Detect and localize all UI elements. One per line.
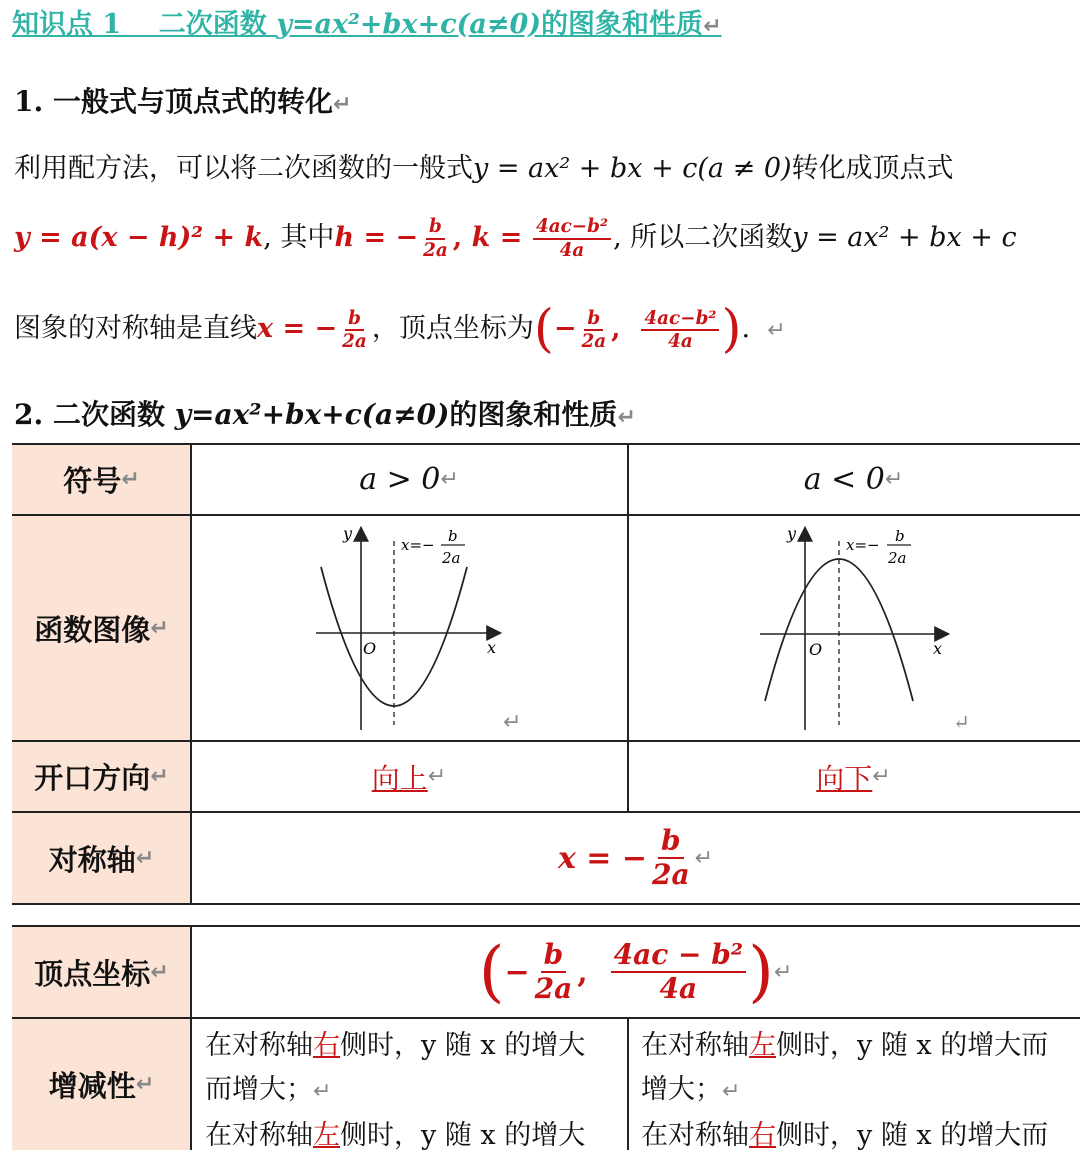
fraction-numerator: b: [584, 308, 603, 331]
line1-text-end: 转化成顶点式: [791, 153, 954, 184]
section2-heading: [14, 393, 636, 433]
opening-down-value: 向下: [816, 761, 873, 795]
row-header-label: 函数图像: [34, 612, 151, 647]
paragraph-mark: ↵: [121, 467, 140, 492]
mono-neg-line3: [641, 1114, 1066, 1150]
mono-text: 侧时，y 随 x 的增大而: [776, 1120, 1049, 1150]
paragraph-mark: ↵: [135, 845, 155, 871]
cell-a-negative: [627, 444, 1080, 515]
paragraph-mark: ↵: [703, 14, 722, 39]
mono-text: 在对称轴: [205, 1030, 313, 1061]
paragraph-mark: ↵: [694, 845, 714, 871]
paragraph-mark: ↵: [440, 467, 459, 492]
section1-line2: y = a(x − h)² + k, 其中h = − $\frac{b}{2a}$ , k = $\frac{\text{4ac−b²}}{4a}$ , 所以二次函数y = ax² + bx + c: [14, 216, 1017, 261]
h-fraction: [420, 216, 451, 260]
title-text: 二次函数: [158, 9, 277, 40]
section1-heading-text: 1. 一般式与顶点式的转化: [14, 85, 333, 118]
page-title: [12, 2, 722, 41]
cell-a-positive: [191, 444, 627, 515]
axis-label-den: 2a: [888, 549, 907, 567]
title-prefix: 知识点 1: [12, 9, 122, 40]
row-header-label: 开口方向: [34, 761, 151, 795]
section1-line1: [14, 146, 954, 185]
paragraph-mark: ↵: [884, 467, 904, 492]
table-border: [627, 1017, 629, 1150]
title-formula: y=ax²+bx+c(a≠0): [276, 9, 542, 40]
line3-text: 图象的对称轴是直线: [14, 313, 257, 345]
vertex-y-fraction: [641, 308, 719, 352]
cell-opening-down: [627, 741, 1080, 812]
mono-neg-line1: [641, 1024, 1066, 1068]
section2-heading-suffix: 的图象和性质: [449, 398, 618, 431]
fraction-denominator: 2a: [342, 330, 367, 352]
table-border: [12, 925, 1080, 927]
x-label: x: [487, 638, 497, 657]
fraction-numerator: 4ac − b²: [611, 939, 746, 973]
y-label: y: [343, 524, 353, 543]
mono-text: 增大；: [641, 1074, 722, 1105]
fraction-denominator: 2a: [423, 239, 448, 261]
paragraph-mark: ↵: [313, 1079, 332, 1104]
title-suffix: 的图象和性质: [541, 9, 704, 40]
downward-parabola-svg: [627, 515, 1080, 741]
mono-pos-line3: [205, 1114, 613, 1158]
paragraph-mark: ↵: [617, 405, 636, 430]
paragraph-mark: ↵: [872, 764, 891, 789]
vertex-y-fraction: [611, 939, 746, 1005]
vertex-x-fraction: [578, 308, 609, 352]
graph-upward-parabola: [191, 515, 627, 741]
line2-text-end: , 所以二次函数: [613, 222, 793, 253]
mono-direction: 右: [749, 1120, 776, 1150]
axis-label-num: b: [895, 527, 905, 545]
mono-direction: 左: [749, 1030, 776, 1061]
mono-text: 在对称轴: [641, 1120, 749, 1150]
table-border: [12, 811, 1080, 813]
fraction-numerator: b: [541, 939, 567, 973]
table-border: [190, 925, 192, 1150]
table-border: [627, 443, 629, 812]
row-header-vertex: [12, 926, 191, 1018]
cell-symmetry-axis: [191, 812, 1080, 904]
mono-direction: 右: [313, 1030, 340, 1061]
paragraph-mark: ↵: [150, 615, 169, 641]
fraction-denominator: 2a: [581, 330, 607, 352]
table-border: [12, 740, 1080, 742]
table-border: [12, 443, 1080, 445]
a-positive-label: a > 0: [359, 462, 441, 497]
vertex-x-fraction: [532, 939, 576, 1005]
fraction-denominator: 4a: [659, 972, 698, 1005]
paragraph-mark: ↵: [953, 710, 970, 734]
table-border: [12, 514, 1080, 516]
table-border: [12, 1017, 1080, 1019]
row-header-graph: [12, 515, 191, 741]
mono-text: 侧时，y 随 x 的增大而: [776, 1030, 1049, 1061]
axis-fraction: [649, 825, 693, 891]
paragraph-mark: ↵: [767, 318, 786, 344]
general-form-formula-2: y = ax² + bx + c: [792, 222, 1017, 253]
opening-up-value: 向上: [371, 761, 428, 795]
row-header-symbol: [12, 444, 191, 515]
axis-fraction: [339, 308, 370, 352]
x-label: x: [933, 639, 943, 658]
fraction-denominator: 2a: [534, 972, 573, 1005]
fraction-numerator: b: [658, 825, 684, 859]
fraction-numerator: b: [345, 308, 364, 331]
mono-text: 而增大；: [205, 1074, 313, 1105]
paragraph-mark: ↵: [332, 92, 352, 117]
mono-text: 侧时，y 随 x 的增大: [340, 1120, 586, 1151]
paragraph-mark: ↵: [722, 1079, 741, 1104]
k-formula: k =: [471, 222, 523, 253]
paragraph-mark: ↵: [427, 764, 447, 789]
section2-heading-text: 2. 二次函数: [14, 398, 175, 431]
fraction-denominator: 2a: [652, 858, 690, 891]
row-header-opening: [12, 741, 191, 812]
paragraph-mark: ↵: [503, 710, 522, 735]
fraction-numerator: 4ac−b²: [641, 308, 719, 331]
upward-parabola-svg: [191, 515, 627, 741]
axis-formula: x = −: [557, 840, 647, 876]
general-form-formula: y = ax² + bx + c(a ≠ 0): [473, 153, 792, 184]
section2-heading-formula: y=ax²+bx+c(a≠0): [174, 398, 450, 431]
vertex-form-formula: y = a(x − h)² + k: [14, 222, 264, 253]
h-formula: h = −: [334, 222, 419, 253]
table-border: [12, 903, 1080, 905]
section1-heading: [14, 80, 351, 120]
axis-label-den: 2a: [442, 549, 461, 567]
graph-downward-parabola: [627, 515, 1080, 741]
mono-pos-line1: [205, 1024, 613, 1068]
mono-neg-line2: [641, 1068, 1066, 1114]
row-header-label: 增减性: [48, 1068, 136, 1103]
mono-pos-line2: [205, 1068, 613, 1114]
origin-label: O: [363, 639, 377, 658]
axis-label: x=−: [846, 536, 880, 554]
fraction-numerator: b: [426, 216, 445, 239]
paragraph-mark: ↵: [773, 959, 793, 985]
table-border: [190, 443, 192, 904]
page-break-gap: [0, 904, 1080, 926]
section1-line3: 图象的对称轴是直线x = − $\frac{b}{2a}$ ，顶点坐标为(− $\frac{b}{2a}$ , $\frac{\text{4ac−b²}}{4a}$ ). ↵: [14, 299, 786, 359]
line2-text: , 其中: [263, 222, 335, 253]
axis-label: x=−: [401, 536, 435, 554]
axis-label-num: b: [448, 527, 458, 545]
paragraph-mark: ↵: [150, 959, 169, 985]
k-fraction: [533, 216, 611, 260]
y-label: y: [787, 524, 797, 543]
mono-direction: 左: [313, 1120, 340, 1151]
mono-text: 侧时，y 随 x 的增大: [340, 1030, 586, 1061]
row-header-axis: [12, 812, 191, 904]
row-header-label: 符号: [63, 464, 122, 498]
cell-opening-up: [191, 741, 627, 812]
mono-text: 在对称轴: [205, 1120, 313, 1151]
line3-text-end: ，顶点坐标为: [371, 313, 534, 345]
cell-monotonic-positive: [191, 1018, 627, 1150]
fraction-denominator: 4a: [668, 330, 693, 352]
cell-monotonic-negative: [627, 1018, 1080, 1150]
mono-text: 在对称轴: [641, 1030, 749, 1061]
cell-vertex: ( − $\frac{b}{2a}$ , $\frac{\text{4ac − b²}}{4a}$ ) ↵: [478, 933, 793, 1010]
row-header-label: 顶点坐标: [34, 956, 151, 991]
fraction-numerator: 4ac−b²: [533, 216, 611, 239]
line1-text: 利用配方法，可以将二次函数的一般式: [14, 153, 473, 184]
paragraph-mark: ↵: [150, 764, 169, 789]
fraction-denominator: 4a: [559, 239, 585, 261]
row-header-monotonic: [12, 1018, 191, 1150]
a-negative-label: a < 0: [803, 462, 885, 497]
origin-label: O: [809, 640, 823, 659]
paragraph-mark: ↵: [135, 1071, 155, 1097]
row-header-label: 对称轴: [48, 842, 136, 877]
axis-formula: x = −: [257, 313, 338, 345]
